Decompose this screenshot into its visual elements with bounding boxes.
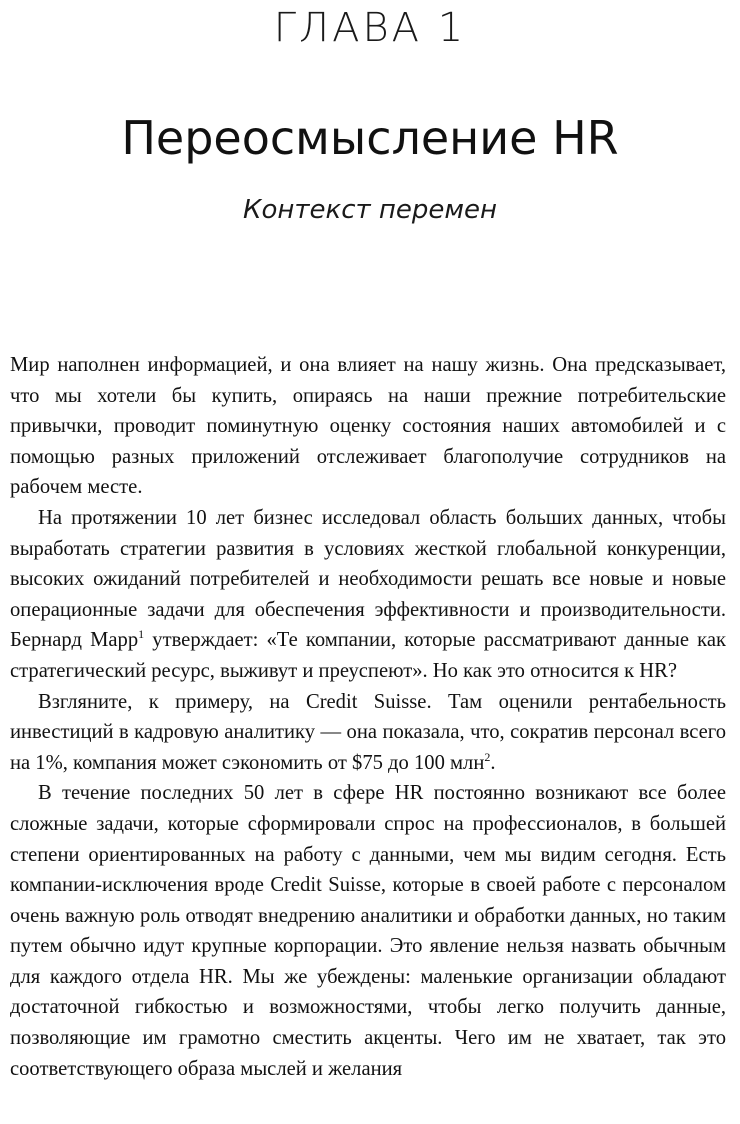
paragraph-2-text-after: утверждает: «Те компании, которые рассматривают данные как стратегический ресурс, выживут и преуспеют». Но как это относится к HR? bbox=[10, 629, 726, 682]
paragraph-2-text-before: На протяжении 10 лет бизнес исследовал область больших данных, чтобы выработать стратегии развития в условиях жесткой глобальной конкуренции, высоких ожиданий потребителей и необходимости решать все новые и новые операционные задачи для обеспечения эффективности и производительности. Бернард Марр bbox=[10, 506, 726, 652]
paragraph-2 bbox=[10, 503, 726, 687]
chapter-subtitle: Контекст перемен bbox=[242, 195, 498, 225]
paragraph-3-text-after: . bbox=[490, 751, 496, 774]
paragraph-3-text-before: Взгляните, к примеру, на Credit Suisse. Там оценили рентабельность инвестиций в кадровую аналитику — она показала, что, сократив персонал всего на 1%, компания может сэкономить от $75 до 100 млн bbox=[10, 690, 726, 774]
paragraph-1: Мир наполнен информацией, и она влияет на нашу жизнь. Она предсказывает, что мы хотели бы купить, опираясь на наши прежние потребительские привычки, проводит поминутную оценку состояния наших автомобилей и с помощью разных приложений отслеживает благополучие сотрудников на рабочем месте. bbox=[10, 354, 726, 499]
chapter-label: ГЛАВА 1 bbox=[273, 5, 467, 51]
footnote-marker-2[interactable]: 2 bbox=[484, 749, 491, 764]
footnote-marker-1[interactable]: 1 bbox=[138, 627, 145, 642]
paragraph-3 bbox=[10, 687, 726, 779]
chapter-title: Переосмысление HR bbox=[121, 111, 619, 165]
body-text bbox=[10, 350, 726, 1084]
paragraph-4: В течение последних 50 лет в сфере HR постоянно возникают все более сложные задачи, которые сформировали спрос на профессионалов, в большей степени ориентированных на работу с данными, чем мы видим сегодня. Есть компании-исключения вроде Credit Suisse, которые в своей работе с персоналом очень важную роль отводят внедрению аналитики и обработки данных, но таким путем обычно идут крупные корпорации. Это явление нельзя назвать обычным для каждого отдела HR. Мы же убеждены: маленькие организации обладают достаточной гибкостью и возможностями, чтобы легко получить данные, позволяющие им грамотно сместить акценты. Чего им не хватает, так это соответствующего образа мыслей и желания bbox=[10, 782, 726, 1080]
